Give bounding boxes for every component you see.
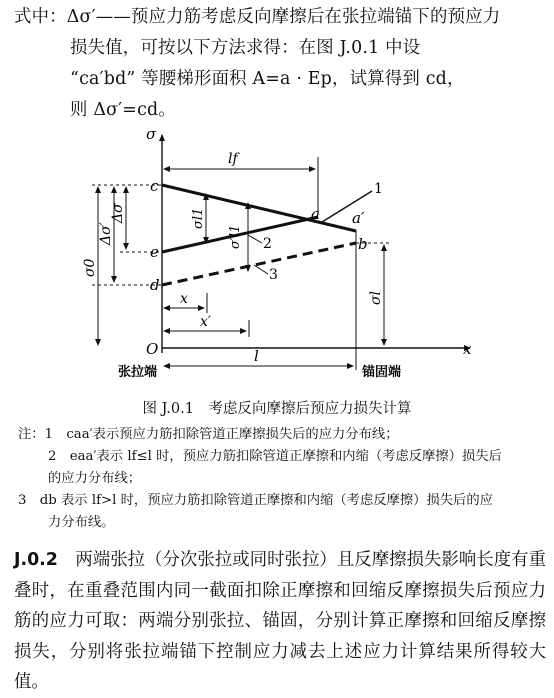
note-1: 注：1 caa′表示预应力筋扣除管道正摩擦损失后的应力分布线； xyxy=(18,427,399,442)
intro-line-1: 式中：Δσ′——预应力筋考虑反向摩擦后在张拉端锚下的预应力 xyxy=(14,7,501,27)
x-axis-label: x xyxy=(463,340,472,358)
leader-1-label: 1 xyxy=(374,181,383,197)
line-db-dashed xyxy=(162,243,356,285)
lf-label: lf xyxy=(228,151,238,167)
leader-2-label: 2 xyxy=(263,236,272,252)
sigma0-label: σ0 xyxy=(82,258,98,277)
delta-sigma-prime-label: Δσ′ xyxy=(98,222,114,245)
x-dim-label: x xyxy=(180,291,188,307)
anchor-end-label: 锚固端 xyxy=(362,365,402,380)
section-number: J.0.2 xyxy=(14,550,58,570)
point-d: d xyxy=(150,276,160,294)
leader-3 xyxy=(254,265,268,274)
leader-3-label: 3 xyxy=(269,267,278,283)
point-e: e xyxy=(150,243,159,261)
note-2: 2 eaa′表示 lf≤l 时，预应力筋扣除管道正摩擦和内缩（考虑反摩擦）损失后 xyxy=(48,449,502,464)
intro-line-2: 损失值，可按以下方法求得：在图 J.0.1 中设 xyxy=(70,38,421,58)
l-label: l xyxy=(254,347,259,365)
leader-1 xyxy=(322,191,372,222)
tension-end-label: 张拉端 xyxy=(118,365,158,380)
point-a-prime: a′ xyxy=(352,209,365,227)
intro-paragraph xyxy=(14,2,544,126)
section-j02 xyxy=(14,545,546,698)
figure-caption: 图 J.0.1 考虑反向摩擦后预应力损失计算 xyxy=(142,401,412,417)
point-c: c xyxy=(150,177,159,195)
note-2-cont: 的应力分布线； xyxy=(48,471,142,486)
sigma-l1-label: σl1 xyxy=(191,207,206,229)
sigma-l-label: σl xyxy=(368,290,384,305)
delta-sigma-label: Δσ xyxy=(110,203,126,223)
loss-diagram xyxy=(0,125,554,385)
note-3: 3 db 表示 lf>l 时，预应力筋扣除管道正摩擦和内缩（考虑反摩擦）损失后的应 xyxy=(18,493,493,508)
section-text: 两端张拉（分次张拉或同时张拉）且反摩擦损失影响长度有重叠时，在重叠范围内同一截面扣除正摩擦和回缩反摩擦损失后预应力筋的应力可取：两端分别张拉、锚固，分别计算正摩擦和回缩反摩擦损失，分别将张拉端锚下控制应力减去上述应力计算结果所得较大值。 xyxy=(14,550,546,692)
point-a: a xyxy=(311,205,320,223)
origin-label: O xyxy=(146,340,159,358)
leader-2 xyxy=(248,235,262,243)
figure-notes xyxy=(18,424,548,534)
intro-line-3: “ca′bd” 等腰梯形面积 A=a · Ep，试算得到 cd， xyxy=(70,69,465,89)
intro-line-4: 则 Δσ′=cd。 xyxy=(70,100,176,120)
sigma-l1-prime-label: σ′l1 xyxy=(228,224,243,249)
point-b: b xyxy=(358,235,368,253)
sigma-axis-label: σ xyxy=(146,125,157,143)
x-prime-dim-label: x′ xyxy=(200,314,212,330)
note-3-cont: 力分布线。 xyxy=(48,515,115,530)
